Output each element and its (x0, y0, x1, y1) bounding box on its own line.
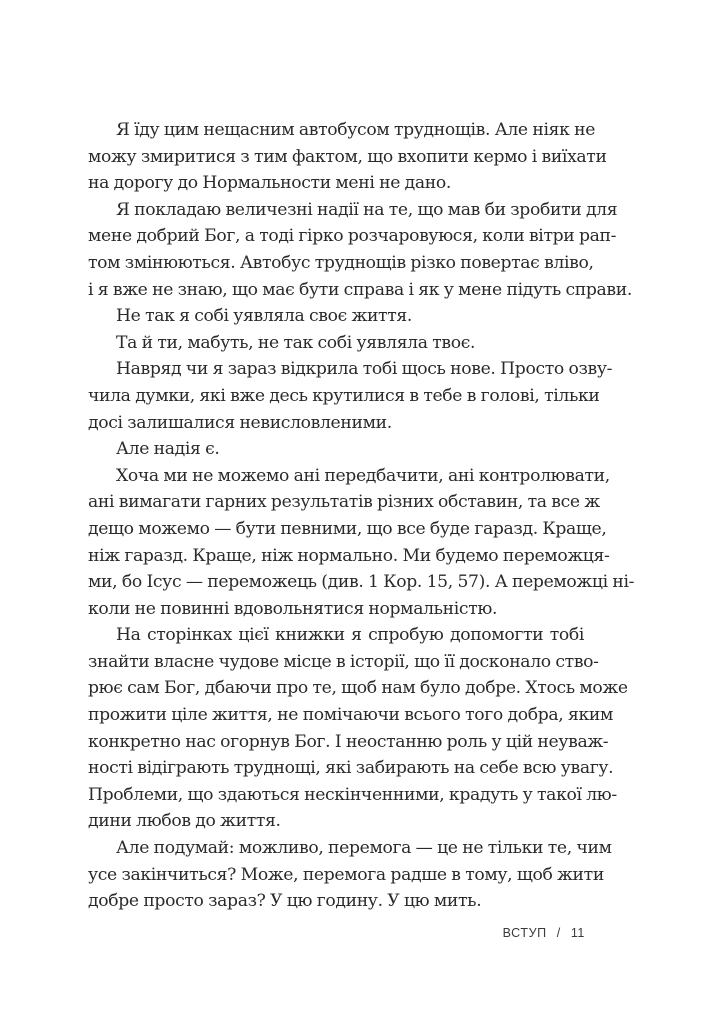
page-number: 11 (570, 926, 585, 940)
text-line: ані вимагати гарних результатів різних обставин, та все ж (88, 492, 600, 513)
text-line: можу змиритися з тим фактом, що вхопити кермо і виїхати (88, 146, 607, 167)
text-line: конкретно нас огорнув Бог. І неостанню роль у цій неуваж- (88, 731, 609, 752)
text-line: на дорогу до Нормальности мені не дано. (88, 173, 452, 194)
text-line: Не так я собі уявляла своє життя. (116, 306, 412, 327)
running-footer (503, 926, 585, 940)
text-line: ності відіграють труднощі, які забирають на себе всю увагу. (88, 758, 614, 779)
text-line: Я покладаю величезні надії на те, що мав би зробити для (116, 199, 618, 220)
text-line: і я вже не знаю, що має бути справа і як у мене підуть справи. (88, 279, 632, 300)
text-line: коли не повинні вдовольнятися нормальністю. (88, 598, 498, 619)
text-line: знайти власне чудове місце в історії, що її досконало ство- (88, 651, 599, 672)
text-line: прожити ціле життя, не помічаючи всього того добра, яким (88, 705, 614, 726)
footer-separator: / (556, 926, 561, 940)
text-line: ми, бо Ісус — переможець (див. 1 Кор. 15, 57). А переможці ні- (88, 572, 635, 593)
text-line: Але подумай: можливо, перемога — це не тільки те, чим (116, 838, 612, 859)
text-line: досі залишалися невисловленими. (88, 412, 392, 433)
text-line: Я їду цим нещасним автобусом труднощів. Але ніяк не (116, 120, 596, 140)
body-text (88, 117, 635, 915)
text-line: рює сам Бог, дбаючи про те, щоб нам було добре. Хтось може (88, 678, 628, 699)
text-line: дини любов до життя. (88, 811, 281, 832)
text-line: дещо можемо — бути певними, що все буде гаразд. Краще, (88, 518, 607, 539)
text-line: Хоча ми не можемо ані передбачити, ані контролювати, (116, 465, 610, 486)
text-line: На сторінках цієї книжки я спробую допомогти тобі (116, 625, 584, 646)
text-line: добре просто зараз? У цю годину. У цю мить. (88, 891, 482, 912)
text-line: чила думки, які вже десь крутилися в тебе в голові, тільки (88, 385, 600, 406)
text-line: Навряд чи я зараз відкрила тобі щось нове. Просто озву- (116, 359, 613, 380)
text-line: Та й ти, мабуть, не так собі уявляла твоє. (116, 332, 476, 353)
text-line: том змінюються. Автобус труднощів різко повертає вліво, (88, 252, 594, 273)
text-line: мене добрий Бог, а тоді гірко розчаровуюся, коли вітри рап- (88, 226, 617, 247)
text-line: Але надія є. (116, 439, 220, 460)
text-line: усе закінчиться? Може, перемога радше в тому, щоб жити (88, 864, 604, 885)
section-title: ВСТУП (502, 926, 547, 940)
text-line: ніж гаразд. Краще, ніж нормально. Ми будемо переможця- (88, 545, 610, 566)
text-line: Проблеми, що здаються нескінченними, крадуть у такої лю- (88, 784, 617, 805)
